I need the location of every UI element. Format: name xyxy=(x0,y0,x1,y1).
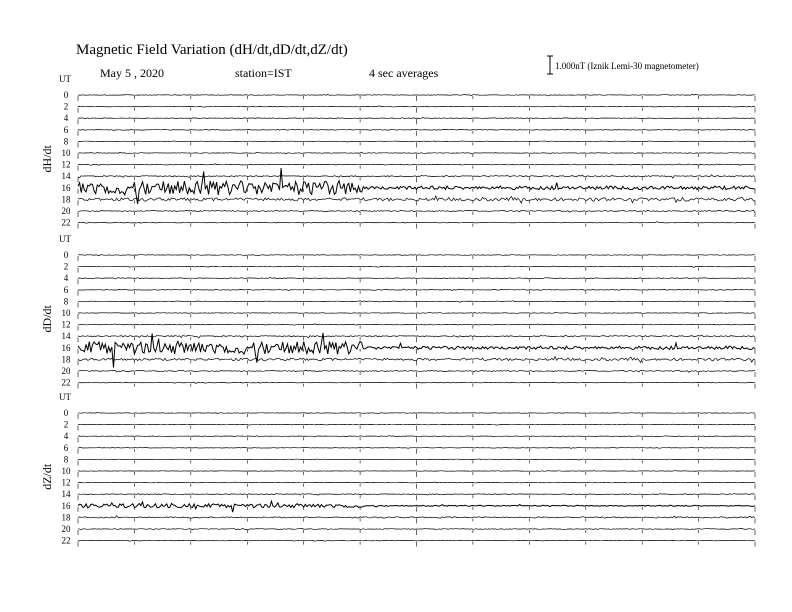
row-ticks-22 xyxy=(78,542,755,547)
trace-4 xyxy=(78,278,755,279)
trace-4 xyxy=(78,436,755,437)
trace-12 xyxy=(78,324,755,325)
row-ticks-2 xyxy=(78,426,755,431)
row-ticks-12 xyxy=(78,326,755,331)
row-label-12: 12 xyxy=(61,159,71,170)
chart-date: May 5 , 2020 xyxy=(100,66,164,80)
trace-22 xyxy=(78,222,755,224)
row-ticks-18 xyxy=(78,518,755,523)
row-label-0: 0 xyxy=(63,90,69,100)
row-ticks-12 xyxy=(78,484,755,489)
row-label-16: 16 xyxy=(61,342,71,353)
trace-10 xyxy=(78,313,755,314)
trace-20 xyxy=(78,370,755,372)
row-label-2: 2 xyxy=(63,419,69,430)
trace-8 xyxy=(78,301,755,302)
row-ticks-18 xyxy=(78,360,755,365)
row-label-22: 22 xyxy=(61,217,71,228)
row-ticks-22 xyxy=(78,384,755,389)
panel-dddt xyxy=(40,234,755,389)
row-label-22: 22 xyxy=(61,535,71,546)
trace-22 xyxy=(78,540,755,541)
row-label-22: 22 xyxy=(61,377,71,388)
trace-6 xyxy=(78,289,755,291)
row-ticks-14 xyxy=(78,495,755,500)
trace-10 xyxy=(78,152,755,154)
row-ticks-10 xyxy=(78,472,755,477)
ut-label: UT xyxy=(59,234,71,244)
row-ticks-8 xyxy=(78,142,755,147)
panel-ylabel: dD/dt xyxy=(40,305,54,333)
row-label-2: 2 xyxy=(63,261,69,272)
row-ticks-10 xyxy=(78,314,755,319)
row-label-8: 8 xyxy=(63,454,69,465)
row-label-10: 10 xyxy=(61,308,71,318)
panel-ylabel: dH/dt xyxy=(40,145,54,173)
row-label-20: 20 xyxy=(61,524,71,534)
trace-12 xyxy=(78,164,755,166)
row-label-8: 8 xyxy=(63,136,69,147)
row-label-14: 14 xyxy=(61,331,71,342)
row-ticks-6 xyxy=(78,449,755,454)
row-label-4: 4 xyxy=(63,113,69,124)
trace-0 xyxy=(78,412,755,413)
row-label-6: 6 xyxy=(63,124,69,135)
row-label-14: 14 xyxy=(61,171,71,182)
row-ticks-4 xyxy=(78,279,755,284)
row-label-0: 0 xyxy=(63,408,69,418)
panel-dhdt xyxy=(40,74,755,229)
trace-20 xyxy=(78,529,755,530)
panel-ylabel: dZ/dt xyxy=(40,463,54,490)
trace-2 xyxy=(78,266,755,268)
trace-0 xyxy=(78,94,755,96)
chart-averaging: 4 sec averages xyxy=(369,66,439,80)
trace-14 xyxy=(78,494,755,496)
trace-18 xyxy=(78,516,755,518)
row-label-18: 18 xyxy=(61,194,71,205)
row-label-16: 16 xyxy=(61,182,71,193)
row-label-4: 4 xyxy=(63,273,69,284)
row-ticks-20 xyxy=(78,212,755,217)
ut-label: UT xyxy=(59,74,71,84)
row-label-18: 18 xyxy=(61,512,71,523)
ut-label: UT xyxy=(59,392,71,402)
row-ticks-10 xyxy=(78,154,755,159)
row-ticks-4 xyxy=(78,119,755,124)
row-label-8: 8 xyxy=(63,296,69,307)
scale-bar-label: 1.000nT (Iznik Lemi-30 magnetometer) xyxy=(555,61,699,71)
trace-16 xyxy=(78,168,755,204)
row-label-2: 2 xyxy=(63,101,69,112)
row-ticks-8 xyxy=(78,302,755,307)
trace-2 xyxy=(78,424,755,425)
row-label-20: 20 xyxy=(61,206,71,216)
row-ticks-22 xyxy=(78,224,755,229)
panels-group xyxy=(40,74,755,547)
row-ticks-20 xyxy=(78,372,755,377)
row-ticks-0 xyxy=(78,414,755,419)
row-label-6: 6 xyxy=(63,284,69,295)
row-label-10: 10 xyxy=(61,148,71,158)
row-ticks-0 xyxy=(78,96,755,101)
row-ticks-4 xyxy=(78,437,755,442)
trace-6 xyxy=(78,129,755,130)
chart-title: Magnetic Field Variation (dH/dt,dD/dt,dZ/dt) xyxy=(76,42,348,58)
trace-22 xyxy=(78,382,755,383)
row-label-12: 12 xyxy=(61,477,71,488)
row-ticks-20 xyxy=(78,530,755,535)
row-ticks-6 xyxy=(78,291,755,296)
row-label-18: 18 xyxy=(61,354,71,365)
row-ticks-6 xyxy=(78,131,755,136)
panel-dzdt xyxy=(40,392,755,547)
row-ticks-18 xyxy=(78,200,755,205)
row-label-6: 6 xyxy=(63,442,69,453)
row-ticks-16 xyxy=(78,349,755,354)
row-ticks-14 xyxy=(78,177,755,182)
trace-8 xyxy=(78,459,755,460)
row-label-0: 0 xyxy=(63,250,69,260)
trace-0 xyxy=(78,255,755,256)
row-ticks-2 xyxy=(78,268,755,273)
trace-2 xyxy=(78,106,755,107)
row-label-20: 20 xyxy=(61,366,71,376)
trace-8 xyxy=(78,141,755,142)
trace-4 xyxy=(78,117,755,118)
scale-bar xyxy=(547,56,699,74)
row-ticks-12 xyxy=(78,166,755,171)
row-label-12: 12 xyxy=(61,319,71,330)
row-ticks-2 xyxy=(78,108,755,113)
trace-10 xyxy=(78,471,755,472)
row-label-4: 4 xyxy=(63,431,69,442)
chart-station: station=IST xyxy=(235,66,292,80)
row-ticks-0 xyxy=(78,256,755,261)
trace-12 xyxy=(78,482,755,483)
row-ticks-14 xyxy=(78,337,755,342)
row-label-14: 14 xyxy=(61,489,71,500)
row-label-16: 16 xyxy=(61,500,71,511)
trace-6 xyxy=(78,447,755,448)
row-label-10: 10 xyxy=(61,466,71,476)
row-ticks-8 xyxy=(78,460,755,465)
